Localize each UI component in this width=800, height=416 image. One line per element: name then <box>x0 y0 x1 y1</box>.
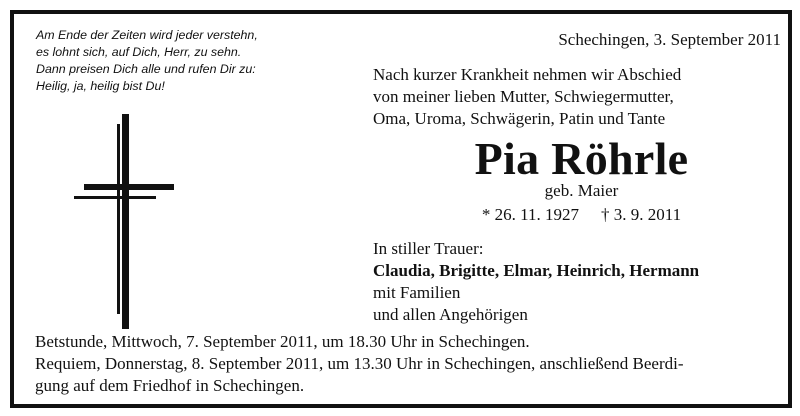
farewell-line: von meiner lieben Mutter, Schwiegermutter, <box>373 87 674 106</box>
farewell-text <box>373 64 773 130</box>
birth-name: geb. Maier <box>544 181 619 200</box>
farewell-line: Oma, Uroma, Schwägerin, Patin und Tante <box>373 109 666 128</box>
verse-line: Am Ende der Zeiten wird jeder verstehn, <box>36 28 258 42</box>
life-dates <box>369 204 794 226</box>
service-line: Betstunde, Mittwoch, 7. September 2011, um 18.30 Uhr in Schechingen. <box>35 332 530 351</box>
farewell-line: Nach kurzer Krankheit nehmen wir Abschied <box>373 65 682 84</box>
death-date: † 3. 9. 2011 <box>601 205 682 224</box>
place-date: Schechingen, 3. September 2011 <box>558 30 781 49</box>
verse-line: es lohnt sich, auf Dich, Herr, zu sehn. <box>36 45 242 59</box>
verse <box>36 27 356 95</box>
mourners-line: mit Familien <box>373 283 461 302</box>
mourners-names: Claudia, Brigitte, Elmar, Heinrich, Hermann <box>373 261 700 280</box>
mourners-intro: In stiller Trauer: <box>373 239 484 258</box>
verse-line: Dann preisen Dich alle und rufen Dir zu: <box>36 62 256 76</box>
deceased-name: Pia Röhrle <box>474 133 689 184</box>
mourners-line: und allen Angehörigen <box>373 305 528 324</box>
obituary-notice <box>10 10 792 408</box>
mourners <box>373 238 783 326</box>
birth-date: * 26. 11. 1927 <box>481 205 579 224</box>
cross-icon <box>74 114 174 329</box>
service-line: gung auf dem Friedhof in Schechingen. <box>35 376 305 395</box>
service-line: Requiem, Donnerstag, 8. September 2011, um 13.30 Uhr in Schechingen, anschließend Beerdi- <box>35 354 684 373</box>
verse-line: Heilig, ja, heilig bist Du! <box>36 79 165 93</box>
service-info <box>35 331 775 397</box>
